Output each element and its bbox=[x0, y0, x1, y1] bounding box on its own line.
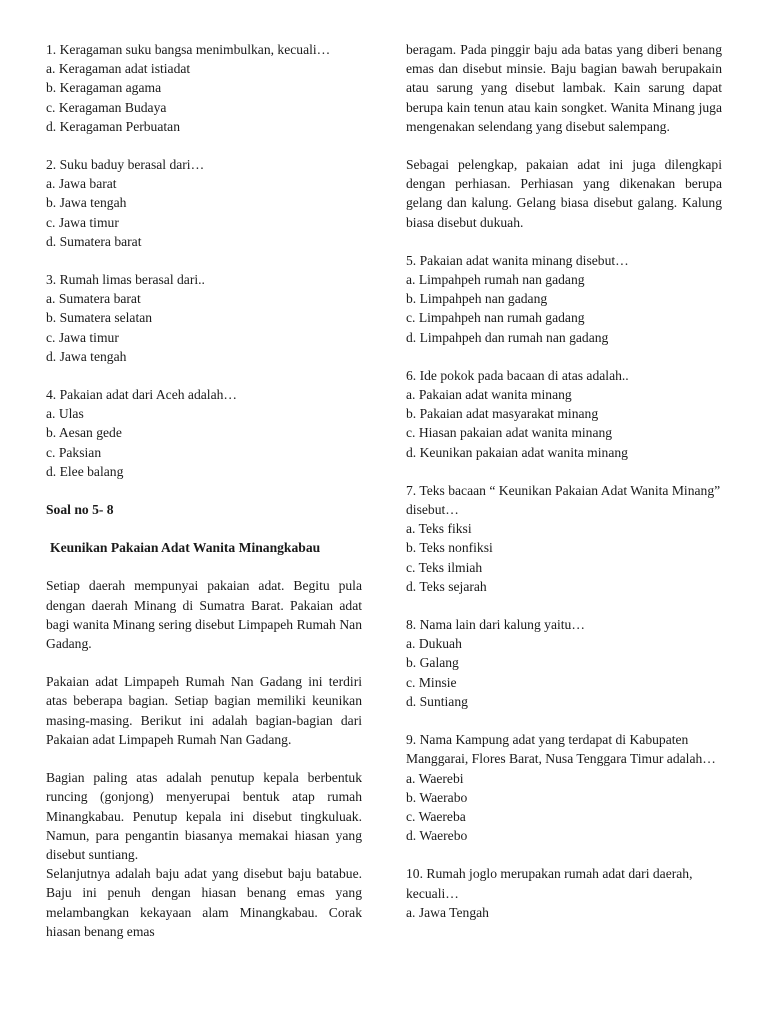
question-1 bbox=[46, 40, 362, 136]
question-stem: 9. Nama Kampung adat yang terdapat di Kabupaten Manggarai, Flores Barat, Nusa Tenggara Timur adalah… bbox=[406, 732, 716, 767]
option-a: a. Ulas bbox=[46, 406, 84, 422]
option-d: d. Keunikan pakaian adat wanita minang bbox=[406, 444, 628, 460]
question-stem: 2. Suku baduy berasal dari… bbox=[46, 157, 205, 173]
option-c: c. Minsie bbox=[406, 674, 457, 690]
question-stem: 4. Pakaian adat dari Aceh adalah… bbox=[46, 387, 237, 403]
question-10 bbox=[406, 864, 722, 922]
question-4 bbox=[46, 385, 362, 481]
option-c: c. Limpahpeh nan rumah gadang bbox=[406, 310, 585, 326]
option-b: b. Galang bbox=[406, 655, 459, 671]
passage-title: Keunikan Pakaian Adat Wanita Minangkabau bbox=[50, 540, 321, 556]
option-d: d. Elee balang bbox=[46, 463, 124, 479]
option-b: b. Sumatera selatan bbox=[46, 310, 153, 326]
question-7 bbox=[406, 481, 722, 596]
option-b: b. Limpahpeh nan gadang bbox=[406, 291, 548, 307]
right-column bbox=[406, 40, 722, 941]
question-3 bbox=[46, 270, 362, 366]
option-c: c. Teks ilmiah bbox=[406, 559, 483, 575]
option-d: d. Limpahpeh dan rumah nan gadang bbox=[406, 329, 609, 345]
option-b: b. Jawa tengah bbox=[46, 195, 127, 211]
option-d: d. Jawa tengah bbox=[46, 348, 127, 364]
section-label: Soal no 5- 8 bbox=[46, 502, 114, 518]
option-b: b. Keragaman agama bbox=[46, 80, 162, 96]
passage-paragraph-4-continued: beragam. Pada pinggir baju ada batas yang diberi benang emas dan disebut minsie. Baju bagian bawah berupakain atau sarung yang disebut lambak. Kain sarung dapat berupa kain tenun atau kain songket. Wanita Minang juga mengenakan selendang yang disebut salempang. bbox=[406, 42, 722, 134]
option-a: a. Keragaman adat istiadat bbox=[46, 61, 191, 77]
option-b: b. Pakaian adat masyarakat minang bbox=[406, 406, 599, 422]
question-6 bbox=[406, 366, 722, 462]
option-b: b. Aesan gede bbox=[46, 425, 122, 441]
question-stem: 3. Rumah limas berasal dari.. bbox=[46, 272, 205, 288]
option-c: c. Hiasan pakaian adat wanita minang bbox=[406, 425, 613, 441]
passage-paragraph-2: Pakaian adat Limpapeh Rumah Nan Gadang ini terdiri atas beberapa bagian. Setiap bagian memiliki keunikan masing-masing. Berikut ini adalah bagian-bagian dari Pakaian adat Limpapeh Rumah Nan Gadang. bbox=[46, 674, 362, 747]
question-stem: 10. Rumah joglo merupakan rumah adat dari daerah, kecuali… bbox=[406, 866, 693, 901]
option-a: a. Limpahpeh rumah nan gadang bbox=[406, 272, 585, 288]
question-stem: 1. Keragaman suku bangsa menimbulkan, kecuali… bbox=[46, 42, 331, 57]
option-a: a. Teks fiksi bbox=[406, 521, 472, 537]
option-a: a. Sumatera barat bbox=[46, 291, 141, 307]
option-c: c. Waereba bbox=[406, 808, 466, 824]
option-a: a. Jawa barat bbox=[46, 176, 117, 192]
option-d: d. Sumatera barat bbox=[46, 233, 142, 249]
option-c: c. Jawa timur bbox=[46, 329, 119, 345]
question-8 bbox=[406, 615, 722, 711]
option-d: d. Keragaman Perbuatan bbox=[46, 118, 180, 134]
passage-paragraph-1: Setiap daerah mempunyai pakaian adat. Begitu pula dengan daerah Minang di Sumatra Barat. Pakaian adat bagi wanita Minang sering disebut Limpapeh Rumah Nan Gadang. bbox=[46, 578, 362, 652]
option-d: d. Teks sejarah bbox=[406, 578, 487, 594]
option-a: a. Waerebi bbox=[406, 770, 464, 786]
option-d: d. Waerebo bbox=[406, 828, 468, 844]
passage-paragraph-3: Bagian paling atas adalah penutup kepala berbentuk runcing (gonjong) menyerupai bentuk atap rumah Minangkabau. Penutup kepala ini disebut tingkuluak. Namun, para pengantin biasanya memakai hiasan yang disebut suntiang. bbox=[46, 770, 362, 862]
option-d: d. Suntiang bbox=[406, 693, 468, 709]
option-c: c. Keragaman Budaya bbox=[46, 99, 167, 115]
option-c: c. Jawa timur bbox=[46, 214, 119, 230]
passage-paragraph-5: Sebagai pelengkap, pakaian adat ini juga dilengkapi dengan perhiasan. Perhiasan yang dikenakan berupa gelang dan kalung. Gelang biasa disebut galang. Kalung biasa disebut dukuah. bbox=[406, 157, 722, 230]
question-5 bbox=[406, 251, 722, 347]
passage-paragraph-4: Selanjutnya adalah baju adat yang disebut baju batabue. Baju ini penuh dengan hiasan benang emas yang melambangkan kekayaan alam Minangkabau. Corak hiasan benang emas bbox=[46, 866, 362, 939]
left-column bbox=[46, 40, 362, 941]
option-b: b. Waerabo bbox=[406, 789, 468, 805]
option-b: b. Teks nonfiksi bbox=[406, 540, 493, 556]
question-2 bbox=[46, 155, 362, 251]
option-a: a. Pakaian adat wanita minang bbox=[406, 387, 572, 403]
question-stem: 6. Ide pokok pada bacaan di atas adalah.. bbox=[406, 367, 629, 383]
question-stem: 8. Nama lain dari kalung yaitu… bbox=[406, 617, 585, 633]
question-stem: 7. Teks bacaan “ Keunikan Pakaian Adat Wanita Minang” disebut… bbox=[406, 482, 721, 518]
question-stem: 5. Pakaian adat wanita minang disebut… bbox=[406, 252, 629, 268]
option-a: a. Dukuah bbox=[406, 636, 462, 652]
option-a: a. Jawa Tengah bbox=[406, 904, 489, 920]
option-c: c. Paksian bbox=[46, 444, 102, 460]
question-9 bbox=[406, 730, 722, 845]
